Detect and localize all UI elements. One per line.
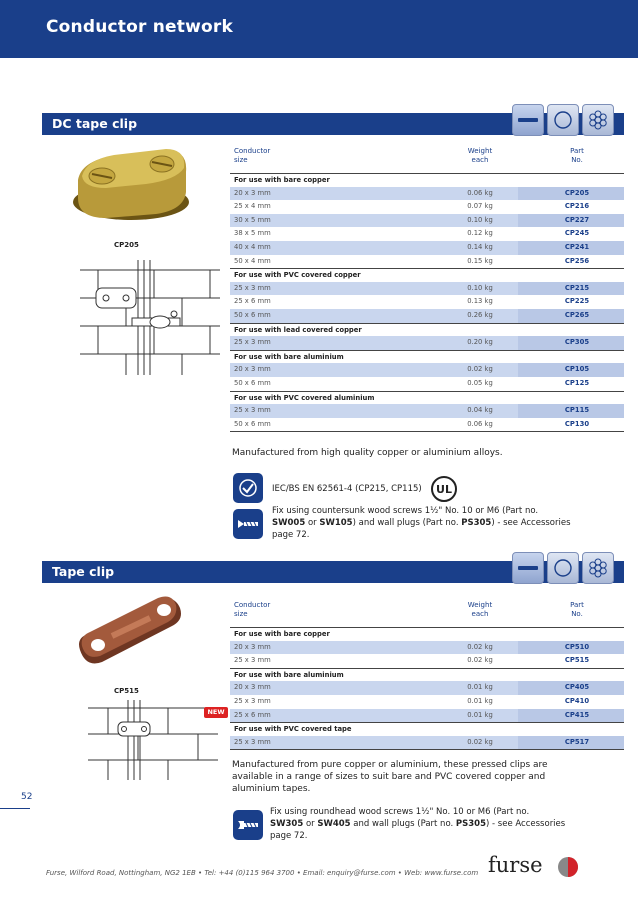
- table-row: [230, 709, 624, 723]
- table-row: [230, 200, 624, 214]
- cell-weight: 0.04 kg: [467, 406, 493, 415]
- table-group-label: For use with PVC covered copper: [230, 268, 624, 282]
- cell-weight: 0.05 kg: [467, 378, 493, 387]
- cell-conductor-size: 20 x 3 mm: [234, 365, 271, 374]
- brand-logo-icon: [558, 857, 578, 877]
- table-row: [230, 654, 624, 668]
- section-title: Tape clip: [52, 564, 115, 579]
- cell-weight: 0.13 kg: [467, 297, 493, 306]
- page-number-rule: [0, 808, 30, 809]
- table-group-label: For use with PVC covered tape: [230, 722, 624, 736]
- cell-weight: 0.02 kg: [467, 365, 493, 374]
- cell-conductor-size: 25 x 3 mm: [234, 696, 271, 705]
- cell-weight: 0.10 kg: [467, 283, 493, 292]
- table-row: [230, 227, 624, 241]
- cell-part-no: CP215: [564, 283, 590, 292]
- table-row: [230, 255, 624, 269]
- table-row: [230, 641, 624, 655]
- product-caption: CP205: [114, 241, 139, 249]
- tape-clip-table: [230, 597, 624, 750]
- header-conductor-size: Conductor size: [234, 601, 271, 618]
- table-end-rule: [230, 749, 624, 750]
- tape-clip-fixing-note: Fix using roundhead wood screws 1½" No. 10 or M6 (Part no. SW305 or SW405 and wall plugs (Part no. PS305) - see Accessories page 72.: [270, 807, 566, 841]
- header-weight: Weight each: [467, 147, 493, 164]
- page-title: Conductor network: [46, 17, 233, 37]
- table-header: [230, 143, 624, 173]
- cell-conductor-size: 25 x 3 mm: [234, 283, 271, 292]
- table-end-rule: [230, 431, 624, 432]
- table-row: [230, 363, 624, 377]
- cell-part-no: CP130: [564, 419, 590, 428]
- brand-wordmark: furse: [488, 853, 543, 877]
- table-row: [230, 695, 624, 709]
- cell-part-no: CP256: [564, 256, 590, 265]
- cell-part-no: CP245: [564, 229, 590, 238]
- cell-weight: 0.14 kg: [467, 242, 493, 251]
- table-group-label: For use with lead covered copper: [230, 323, 624, 337]
- roundhead-screw-icon: [233, 810, 263, 840]
- cell-part-no: CP125: [564, 378, 590, 387]
- part-ref: SW405: [317, 819, 351, 829]
- tape-clip-description: Manufactured from pure copper or aluminium, these pressed clips are available in a range of sizes to suit bare and PVC covered copper and aluminium tapes.: [232, 760, 548, 794]
- cell-part-no: CP305: [564, 338, 590, 347]
- cell-conductor-size: 50 x 6 mm: [234, 378, 271, 387]
- cell-conductor-size: 20 x 3 mm: [234, 188, 271, 197]
- stranded-conductor-icon: [582, 104, 614, 136]
- cell-conductor-size: 25 x 4 mm: [234, 202, 271, 211]
- part-ref: SW105: [319, 518, 353, 528]
- table-row: [230, 241, 624, 255]
- table-group-label: For use with bare aluminium: [230, 668, 624, 682]
- cell-conductor-size: 25 x 3 mm: [234, 406, 271, 415]
- part-ref: PS305: [461, 518, 492, 528]
- cell-weight: 0.07 kg: [467, 202, 493, 211]
- dc-tape-clip-image: [66, 140, 196, 230]
- tape-conductor-icon: [512, 552, 544, 584]
- cell-weight: 0.01 kg: [467, 710, 493, 719]
- table-header: [230, 597, 624, 627]
- part-ref: SW005: [272, 518, 306, 528]
- table-row: [230, 377, 624, 391]
- cell-weight: 0.15 kg: [467, 256, 493, 265]
- table-row: [230, 681, 624, 695]
- tape-clip-installation-drawing: [88, 700, 218, 780]
- table-row: [230, 404, 624, 418]
- cell-conductor-size: 25 x 6 mm: [234, 710, 271, 719]
- cell-part-no: CP515: [564, 656, 590, 665]
- header-conductor-size: Conductor size: [234, 147, 271, 164]
- table-row: [230, 418, 624, 432]
- conductor-type-icons: [512, 552, 614, 584]
- round-conductor-icon: [547, 104, 579, 136]
- cell-part-no: CP105: [564, 365, 590, 374]
- dc-tape-clip-table: [230, 143, 624, 432]
- cell-part-no: CP405: [564, 683, 590, 692]
- page-header: [0, 0, 638, 58]
- part-ref: PS305: [455, 819, 487, 829]
- footer-address: Furse, Wilford Road, Nottingham, NG2 1EB • Tel: +44 (0)115 964 3700 • Email: enquiry@furse.com • Web: www.furse.com: [46, 869, 479, 877]
- tape-conductor-icon: [512, 104, 544, 136]
- cell-part-no: CP225: [564, 297, 590, 306]
- cell-weight: 0.01 kg: [467, 683, 493, 692]
- table-group-label: For use with bare copper: [230, 173, 624, 187]
- cell-part-no: CP410: [564, 696, 590, 705]
- table-row: [230, 309, 624, 323]
- ul-logo: UL: [431, 476, 457, 502]
- conductor-type-icons: [512, 104, 614, 136]
- cell-weight: 0.12 kg: [467, 229, 493, 238]
- cell-weight: 0.06 kg: [467, 188, 493, 197]
- cell-conductor-size: 50 x 6 mm: [234, 419, 271, 428]
- countersunk-screw-icon: [233, 509, 263, 539]
- tape-clip-image: [76, 590, 186, 680]
- cell-weight: 0.20 kg: [467, 338, 493, 347]
- cell-weight: 0.01 kg: [467, 696, 493, 705]
- cell-part-no: CP517: [564, 737, 590, 746]
- dc-tape-clip-installation-drawing: [80, 260, 220, 375]
- cell-weight: 0.02 kg: [467, 642, 493, 651]
- cell-conductor-size: 30 x 5 mm: [234, 215, 271, 224]
- cell-part-no: CP510: [564, 642, 590, 651]
- cell-weight: 0.26 kg: [467, 310, 493, 319]
- new-badge: NEW: [204, 707, 228, 718]
- product-caption: CP515: [114, 687, 139, 695]
- table-row: [230, 214, 624, 228]
- cell-weight: 0.02 kg: [467, 737, 493, 746]
- table-row: [230, 282, 624, 296]
- standard-text: IEC/BS EN 62561-4 (CP215, CP115): [272, 484, 422, 494]
- header-weight: Weight each: [467, 601, 493, 618]
- cell-weight: 0.02 kg: [467, 656, 493, 665]
- table-group-label: For use with bare aluminium: [230, 350, 624, 364]
- cell-part-no: CP227: [564, 215, 590, 224]
- cell-conductor-size: 25 x 3 mm: [234, 656, 271, 665]
- cell-part-no: CP205: [564, 188, 590, 197]
- cell-conductor-size: 25 x 6 mm: [234, 297, 271, 306]
- table-row: [230, 336, 624, 350]
- cell-conductor-size: 40 x 4 mm: [234, 242, 271, 251]
- table-group-label: For use with PVC covered aluminium: [230, 391, 624, 405]
- section-bar-tape-clip: [42, 561, 624, 583]
- stranded-conductor-icon: [582, 552, 614, 584]
- cell-part-no: CP415: [564, 710, 590, 719]
- part-ref: SW305: [270, 819, 304, 829]
- standard-certificate-icon: [233, 473, 263, 503]
- cell-conductor-size: 38 x 5 mm: [234, 229, 271, 238]
- table-row: [230, 187, 624, 201]
- table-row: [230, 736, 624, 750]
- cell-conductor-size: 50 x 4 mm: [234, 256, 271, 265]
- header-part-no: Part No.: [570, 147, 584, 164]
- cell-conductor-size: 25 x 3 mm: [234, 737, 271, 746]
- cell-weight: 0.06 kg: [467, 419, 493, 428]
- table-group-label: For use with bare copper: [230, 627, 624, 641]
- header-part-no: Part No.: [570, 601, 584, 618]
- cell-conductor-size: 20 x 3 mm: [234, 642, 271, 651]
- dc-tape-clip-description: Manufactured from high quality copper or aluminium alloys.: [232, 448, 503, 458]
- round-conductor-icon: [547, 552, 579, 584]
- table-row: [230, 295, 624, 309]
- section-title: DC tape clip: [52, 116, 138, 131]
- cell-conductor-size: 25 x 3 mm: [234, 338, 271, 347]
- page-number: 52: [21, 792, 33, 802]
- cell-conductor-size: 50 x 6 mm: [234, 310, 271, 319]
- section-bar-dc-tape-clip: [42, 113, 624, 135]
- cell-weight: 0.10 kg: [467, 215, 493, 224]
- cell-conductor-size: 20 x 3 mm: [234, 683, 271, 692]
- dc-tape-clip-fixing-note: Fix using countersunk wood screws 1½" No. 10 or M6 (Part no. SW005 or SW105) and wall plugs (Part no. PS305) - see Accessories page 72.: [272, 506, 571, 540]
- cell-part-no: CP241: [564, 242, 590, 251]
- cell-part-no: CP115: [564, 406, 590, 415]
- cell-part-no: CP216: [564, 202, 590, 211]
- cell-part-no: CP265: [564, 310, 590, 319]
